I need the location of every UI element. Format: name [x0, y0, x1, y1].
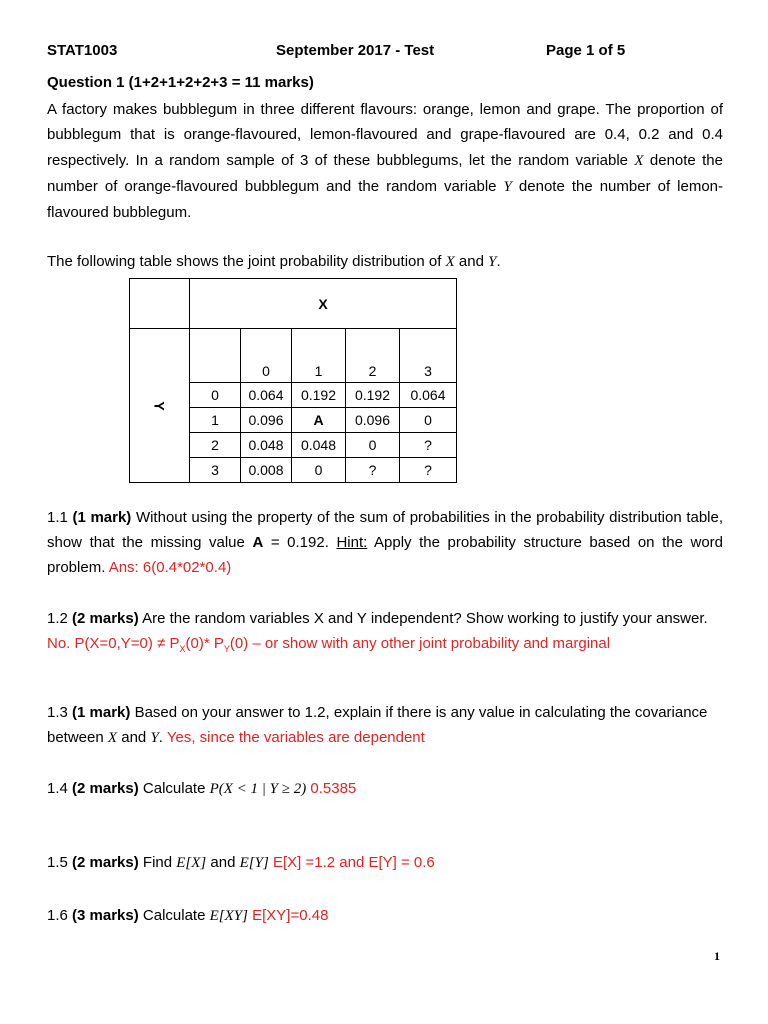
answer-1-6: E[XY]=0.48 [252, 907, 329, 924]
probability-cell: 0.096 [346, 408, 400, 433]
probability-cell: 0.048 [241, 433, 292, 458]
probability-cell: 0.008 [241, 458, 292, 483]
y-variable-header: Y [130, 329, 190, 483]
probability-cell: 0.064 [241, 383, 292, 408]
answer-1-4: 0.5385 [310, 780, 357, 797]
question-intro: A factory makes bubblegum in three different flavours: orange, lemon and grape. The proportion of bubblegum that is orange-flavoured, lemon-flavoured and grape-flavoured are 0.4, 0.2 and 0.4 respectively. In a random sample of 3 of these bubblegums, let the random variable X denote the number of orange-flavoured bubblegum and the random variable Y denote the number of lemon-flavoured bubblegum. [47, 101, 724, 222]
var-x: X [634, 152, 644, 169]
table-corner-cell [130, 279, 190, 329]
table-intro: The following table shows the joint probability distribution of X and Y. [47, 253, 501, 270]
question-1-4: 1.4 (2 marks) Calculate P(X < 1 | Y ≥ 2) 0.5385 [47, 780, 357, 797]
answer-1-3: Yes, since the variables are dependent [166, 729, 425, 746]
x-variable-header: X [190, 279, 457, 329]
probability-cell: 0.064 [400, 383, 457, 408]
question-title: Question 1 (1+2+1+2+2+3 = 11 marks) [47, 74, 314, 91]
test-title: September 2017 - Test [276, 42, 435, 59]
probability-cell: 0.192 [292, 383, 346, 408]
page-number: 1 [714, 949, 720, 963]
hint-label: Hint: [336, 534, 368, 551]
probability-cell: ? [346, 458, 400, 483]
y-value: 3 [190, 458, 241, 483]
probability-cell: 0.192 [346, 383, 400, 408]
probability-cell: 0.096 [241, 408, 292, 433]
answer-1-2: No. $P(X=0,Y=0) \ne P_X(0)*$ $P_Y(0)$ – or show with any other joint probability and marginal [47, 635, 611, 654]
probability-cell: 0 [400, 408, 457, 433]
x-value-header: 0 [241, 329, 292, 383]
probability-cell: ? [400, 433, 457, 458]
answer-1-5: E[X] =1.2 and E[Y] = 0.6 [273, 854, 435, 871]
y-value: 2 [190, 433, 241, 458]
answer-1-1: Ans: 6(0.4*02*0.4) [108, 559, 232, 576]
x-value-header: 2 [346, 329, 400, 383]
question-1-6: 1.6 (3 marks) Calculate E[XY] E[XY]=0.48 [47, 907, 329, 924]
course-code: STAT1003 [47, 42, 118, 59]
probability-cell: 0 [292, 458, 346, 483]
y-value: 0 [190, 383, 241, 408]
question-1-3: 1.3 (1 mark) Based on your answer to 1.2, explain if there is any value in calculating the covariance between X and Y. Yes, since the variables are dependent [47, 704, 708, 746]
question-1-2: 1.2 (2 marks) Are the random variables X and Y independent? Show working to justify your answer. No. $P(X=0,Y=0) \ne P_X(0)*$ $P_Y(0)$ – or show with any other joint probability and marginal [47, 610, 708, 654]
probability-cell: 0.048 [292, 433, 346, 458]
probability-cell: 0 [346, 433, 400, 458]
joint-probability-table [129, 278, 457, 483]
y-value: 1 [190, 408, 241, 433]
missing-value-a: A [292, 408, 346, 433]
table-corner-inner [190, 329, 241, 383]
question-1-5: 1.5 (2 marks) Find E[X] and E[Y] E[X] =1.2 and E[Y] = 0.6 [47, 854, 435, 871]
probability-expression: P(X < 1 | Y ≥ 2) [209, 781, 307, 797]
var-y: Y [503, 178, 512, 195]
probability-cell: ? [400, 458, 457, 483]
page-indicator: Page 1 of 5 [546, 42, 626, 59]
question-1-1: 1.1 (1 mark) Without using the property of the sum of probabilities in the probability distribution table, show that the missing value A = 0.192. Hint: Apply the probability structure based on the word problem. Ans: 6(0.4*02*0.4) [47, 509, 724, 576]
x-value-header: 1 [292, 329, 346, 383]
x-value-header: 3 [400, 329, 457, 383]
